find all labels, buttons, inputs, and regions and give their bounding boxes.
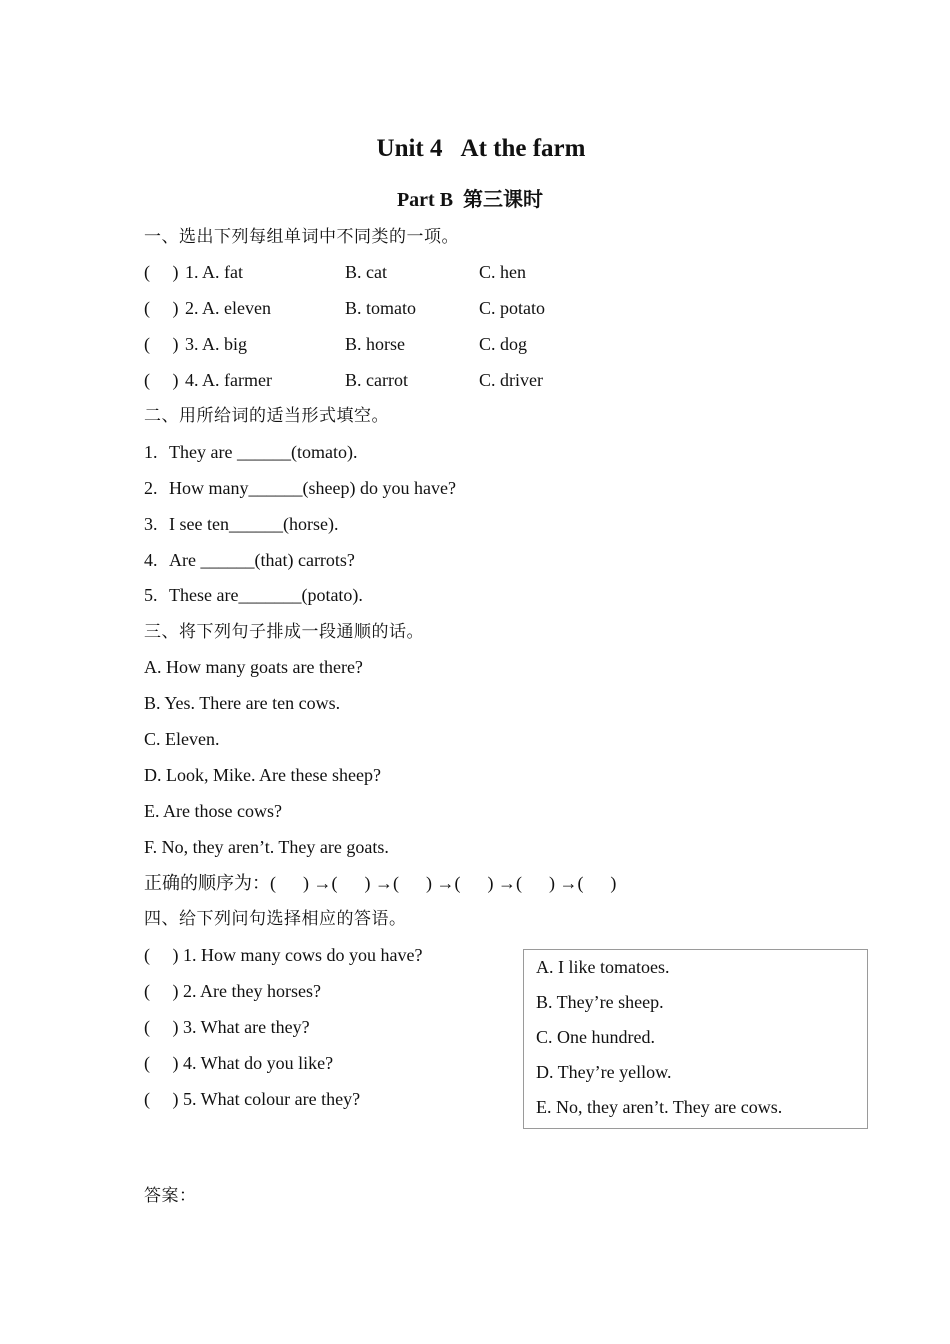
fill-blank-item: 2. How many______(sheep) do you have?: [144, 478, 456, 498]
option-c: C. driver: [479, 370, 543, 390]
option-c: C. dog: [479, 334, 528, 354]
option-a: 1. A. fat: [185, 262, 243, 282]
option-b: B. horse: [345, 334, 405, 354]
option-c: C. hen: [479, 262, 526, 282]
answer-option: A. I like tomatoes.: [536, 957, 670, 977]
option-a: 2. A. eleven: [185, 298, 271, 318]
answer-paren: ( ): [144, 298, 179, 318]
answer-option: C. One hundred.: [536, 1027, 655, 1047]
question-item: ( ) 5. What colour are they?: [144, 1089, 361, 1109]
sentence-item: F. No, they aren’t. They are goats.: [144, 837, 389, 857]
question-item: ( ) 2. Are they horses?: [144, 981, 321, 1001]
question-item: ( ) 3. What are they?: [144, 1017, 310, 1037]
section3-heading: 三、将下列句子排成一段通顺的话。: [144, 622, 424, 641]
answer-key-label: 答案：: [144, 1186, 197, 1205]
page-subtitle: Part B 第三课时: [396, 189, 544, 211]
page-title: [0, 132, 950, 166]
answer-option: E. No, they aren’t. They are cows.: [536, 1097, 783, 1117]
question-item: ( ) 4. What do you like?: [144, 1053, 334, 1073]
option-b: B. cat: [345, 262, 387, 282]
option-a: 4. A. farmer: [185, 370, 272, 390]
answer-paren: ( ): [144, 262, 179, 282]
fill-blank-item: 1. They are ______(tomato).: [144, 442, 358, 462]
title-unit: Unit 4: [376, 135, 443, 162]
question-item: ( ) 1. How many cows do you have?: [144, 945, 423, 965]
sentence-item: E. Are those cows?: [144, 801, 282, 821]
sentence-item: C. Eleven.: [144, 729, 220, 749]
section2-heading: 二、用所给词的适当形式填空。: [144, 406, 389, 425]
answer-option: B. They’re sheep.: [536, 992, 664, 1012]
section4-heading: 四、给下列问句选择相应的答语。: [144, 909, 407, 928]
section1-heading: 一、选出下列每组单词中不同类的一项。: [144, 227, 459, 246]
option-b: B. tomato: [345, 298, 416, 318]
sentence-item: D. Look, Mike. Are these sheep?: [144, 765, 381, 785]
order-answer-line: 正确的顺序为：( ) →( ) →( ) →( ) →( ) →( ): [144, 873, 617, 893]
option-b: B. carrot: [345, 370, 408, 390]
answer-option: D. They’re yellow.: [536, 1062, 672, 1082]
option-a: 3. A. big: [185, 334, 248, 354]
fill-blank-item: 5. These are_______(potato).: [144, 585, 363, 605]
sentence-item: A. How many goats are there?: [144, 657, 363, 677]
answer-paren: ( ): [144, 370, 179, 390]
fill-blank-item: 4. Are ______(that) carrots?: [144, 550, 355, 570]
title-name: At the farm: [460, 135, 586, 162]
answer-options-box: [523, 949, 868, 1129]
fill-blank-item: 3. I see ten______(horse).: [144, 514, 339, 534]
answer-paren: ( ): [144, 334, 179, 354]
option-c: C. potato: [479, 298, 545, 318]
sentence-item: B. Yes. There are ten cows.: [144, 693, 341, 713]
